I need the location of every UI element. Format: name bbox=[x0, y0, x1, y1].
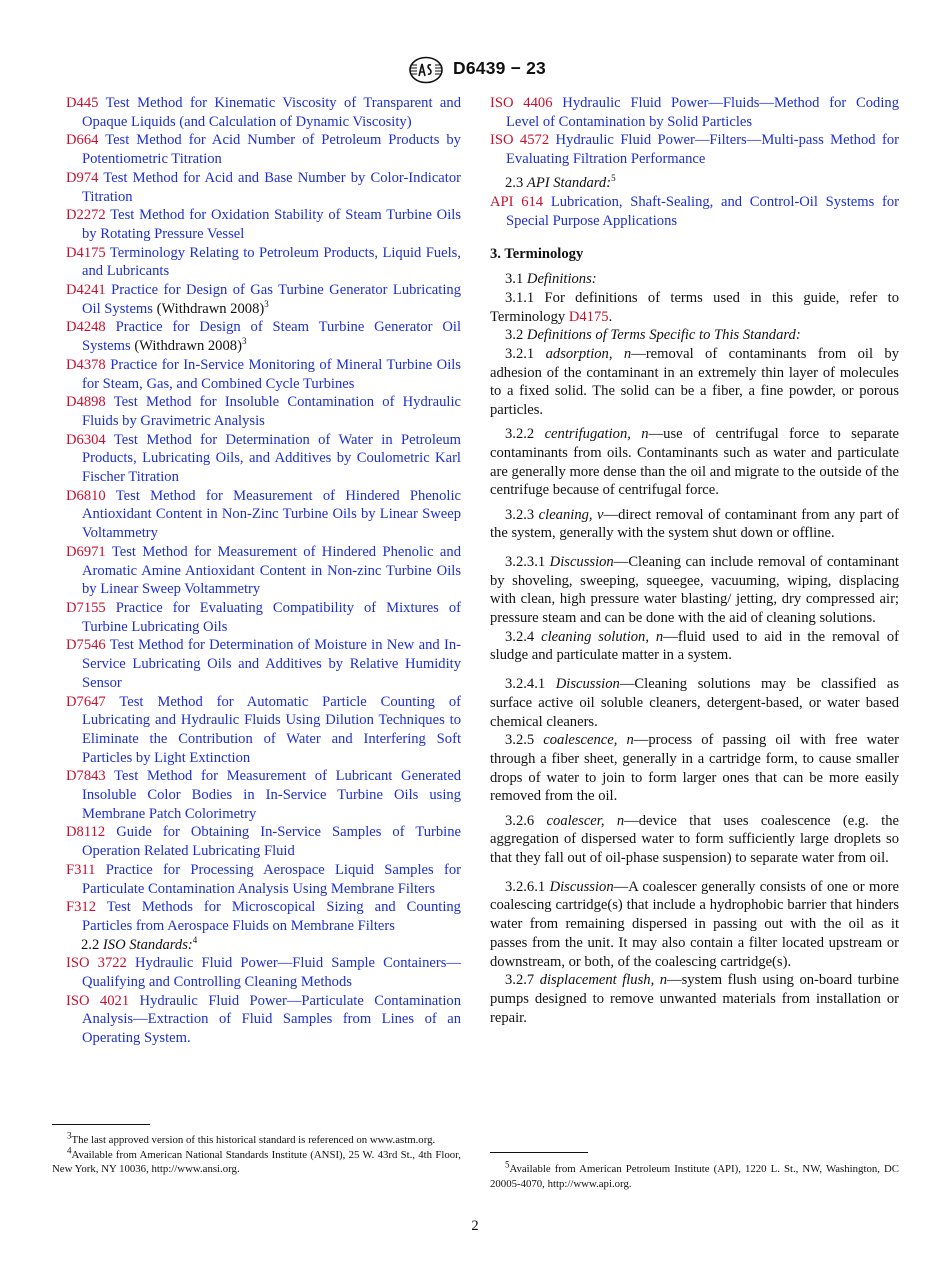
withdrawn-note: (Withdrawn 2008) bbox=[134, 338, 242, 355]
definition-term: centrifugation, n bbox=[544, 426, 649, 443]
reference-iso-3722 bbox=[66, 954, 461, 991]
reference-code-link[interactable]: D7155 bbox=[66, 599, 106, 616]
reference-d6971 bbox=[66, 543, 461, 599]
reference-title-link[interactable]: Test Method for Measurement of Hindered Phenolic and Aromatic Amine Antioxidant Content in Non-zinc Turbine Oils by Linear Sweep Voltammetry bbox=[82, 543, 461, 598]
spacer bbox=[490, 868, 899, 878]
reference-title-link[interactable]: Test Method for Measurement of Lubricant Generated Insoluble Color Bodies in In-Service Turbine Oils using Membrane Patch Colorimetry bbox=[82, 768, 461, 822]
reference-code-link[interactable]: D4898 bbox=[66, 394, 106, 411]
paragraph-text: 3.1.1 For definitions of terms used in this guide, refer to Terminology bbox=[490, 289, 899, 325]
reference-d4898 bbox=[66, 393, 461, 430]
reference-code-link[interactable]: D7546 bbox=[66, 637, 106, 654]
paragraph-3-1-1 bbox=[490, 289, 899, 326]
spacer bbox=[490, 543, 899, 553]
section-heading-specific-definitions bbox=[490, 326, 899, 345]
reference-title-link[interactable]: Test Method for Kinematic Viscosity of Transparent and Opaque Liquids (and Calculation of Dynamic Viscosity) bbox=[82, 95, 462, 130]
definition-text: —direct removal of contaminant from any part of the system, generally with the system shut down or offline. bbox=[490, 506, 899, 542]
footnote-number: 5 bbox=[505, 1159, 510, 1170]
section-label: Definitions: bbox=[526, 271, 597, 288]
spacer bbox=[490, 665, 899, 675]
reference-title-link[interactable]: Hydraulic Fluid Power—Fluids—Method for Coding Level of Contamination by Solid Particles bbox=[506, 95, 899, 130]
reference-iso-4021 bbox=[66, 992, 461, 1048]
d4175-link[interactable]: D4175 bbox=[568, 308, 609, 325]
reference-code-link[interactable]: D6304 bbox=[66, 431, 106, 448]
section-heading-iso-standards bbox=[66, 936, 461, 955]
footnote-number: 3 bbox=[67, 1130, 72, 1141]
reference-d974 bbox=[66, 169, 461, 206]
footnotes-left bbox=[52, 1130, 461, 1177]
reference-code-link[interactable]: D4175 bbox=[66, 244, 106, 261]
definition-term: adsorption, n bbox=[545, 345, 632, 362]
definition-3-2-3-1 bbox=[490, 553, 899, 628]
footnote-text: Available from American National Standards Institute (ANSI), 25 W. 43rd St., 4th Floor, New York, NY 10036, http://www.ansi.org. bbox=[52, 1148, 461, 1175]
reference-code-link[interactable]: F311 bbox=[66, 861, 96, 878]
definition-3-2-6 bbox=[490, 812, 899, 868]
section-number: 2.3 bbox=[505, 175, 524, 192]
reference-code-link[interactable]: ISO 3722 bbox=[66, 955, 127, 972]
reference-code-link[interactable]: D4241 bbox=[66, 282, 106, 299]
reference-title-link[interactable]: Hydraulic Fluid Power—Particulate Contamination Analysis—Extraction of Fluid Samples from Lines of an Operating System. bbox=[82, 992, 461, 1047]
paragraph-end: . bbox=[608, 308, 613, 325]
reference-title-link[interactable]: Test Methods for Microscopical Sizing and Counting Particles from Aerospace Fluids on Membrane Filters bbox=[82, 899, 461, 934]
definition-3-2-7 bbox=[490, 971, 899, 1027]
definition-text: —Cleaning solutions may be classified as surface active oil soluble cleaners, detergent-based, or water based chemical cleaners. bbox=[490, 676, 899, 730]
definition-number: 3.2.6 bbox=[505, 812, 535, 829]
reference-title-link[interactable]: Test Method for Automatic Particle Counting of Lubricating and Hydraulic Fluids Using Dilution Techniques to Eliminate the Contribution of Water and Interfering Soft Particles by Light Extinction bbox=[82, 693, 461, 766]
reference-f312 bbox=[66, 898, 461, 935]
left-column bbox=[66, 94, 461, 1048]
section-number: 3.1 bbox=[505, 271, 524, 288]
definition-term: cleaning solution, n bbox=[541, 628, 664, 645]
reference-title-link[interactable]: Test Method for Acid Number of Petroleum Products by Potentiometric Titration bbox=[82, 132, 461, 168]
reference-d445 bbox=[66, 94, 461, 131]
definition-term: Discussion bbox=[549, 878, 614, 895]
reference-d7546 bbox=[66, 636, 461, 692]
footnotes-right bbox=[490, 1159, 899, 1191]
reference-code-link[interactable]: API 614 bbox=[490, 194, 544, 211]
footnote-text: Available from American Petroleum Institute (API), 1220 L. St., NW, Washington, DC 20005-4070, http://www.api.org. bbox=[490, 1163, 899, 1190]
definition-term: Discussion bbox=[555, 676, 620, 693]
reference-code-link[interactable]: ISO 4572 bbox=[490, 132, 550, 149]
reference-code-link[interactable]: D8112 bbox=[66, 824, 106, 841]
reference-code-link[interactable]: D6971 bbox=[66, 543, 106, 560]
reference-d6304 bbox=[66, 431, 461, 487]
page-header bbox=[0, 56, 950, 86]
definition-3-2-4 bbox=[490, 628, 899, 665]
reference-title-link[interactable]: Terminology Relating to Petroleum Products, Liquid Fuels, and Lubricants bbox=[82, 244, 462, 280]
reference-code-link[interactable]: D6810 bbox=[66, 487, 106, 504]
reference-title-link[interactable]: Test Method for Determination of Water in Petroleum Products, Lubricating Oils, and Additives by Coulometric Karl Fischer Titration bbox=[82, 431, 462, 486]
reference-code-link[interactable]: D7647 bbox=[66, 693, 106, 710]
section-label: ISO Standards: bbox=[102, 936, 193, 953]
footnote-marker[interactable]: 3 bbox=[264, 298, 269, 309]
footnote-rule-left bbox=[52, 1124, 150, 1125]
definition-3-2-2 bbox=[490, 425, 899, 500]
definition-text: —device that uses coalescence (e.g. the aggregation of dispersed water to form sufficiently large droplets so that they fall out of oil-phase suspension) to separate water from oil. bbox=[490, 812, 899, 867]
definition-term: displacement flush, n bbox=[539, 972, 668, 989]
reference-title-link[interactable]: Test Method for Measurement of Hindered Phenolic Antioxidant Content in Non-Zinc Turbine Oils by Linear Sweep Voltammetry bbox=[82, 487, 461, 542]
definition-term: coalescence, n bbox=[543, 732, 634, 749]
reference-d7843 bbox=[66, 767, 461, 823]
reference-code-link[interactable]: ISO 4406 bbox=[490, 95, 553, 111]
definition-number: 3.2.4.1 bbox=[505, 676, 546, 693]
definition-number: 3.2.5 bbox=[505, 732, 535, 749]
definition-term: cleaning, v bbox=[538, 506, 604, 523]
reference-title-link[interactable]: Practice for Processing Aerospace Liquid Samples for Particulate Contamination Analysis Using Membrane Filters bbox=[82, 861, 461, 897]
definition-text: —removal of contaminants from oil by adhesion of the contaminant in an extremely thin layer of molecules to a fixed solid. The solid can be a fiber, a fine powder, or porous particles. bbox=[490, 345, 900, 419]
terminology-heading: 3. Terminology bbox=[490, 246, 584, 263]
footnote-number: 4 bbox=[67, 1144, 72, 1155]
definition-3-2-6-1 bbox=[490, 878, 899, 972]
section-heading-definitions bbox=[490, 270, 899, 289]
reference-iso-4406 bbox=[490, 94, 899, 131]
section-number: 2.2 bbox=[81, 936, 100, 953]
definition-number: 3.2.6.1 bbox=[505, 878, 546, 895]
section-number: 3.2 bbox=[505, 327, 524, 344]
reference-title-link[interactable]: Hydraulic Fluid Power—Filters—Multi-pass Method for Evaluating Filtration Performance bbox=[506, 132, 899, 168]
reference-api-614 bbox=[490, 193, 899, 230]
spacer bbox=[490, 230, 899, 245]
reference-title-link[interactable]: Test Method for Determination of Moisture in New and In-Service Lubricating Oils and Additives by Relative Humidity Sensor bbox=[82, 637, 461, 691]
reference-d4175 bbox=[66, 244, 461, 281]
reference-d7647 bbox=[66, 693, 461, 768]
definition-text: —use of centrifugal force to separate contaminants from oils. Contaminants such as water and particulate are generally more dense than the oil and migrate to the outside of the centrifuge because of centrifugal force. bbox=[490, 426, 899, 499]
definition-text: —system flush using on-board turbine pumps designed to remove unwanted materials from installation or repair. bbox=[490, 972, 899, 1026]
footnote-5 bbox=[490, 1159, 899, 1191]
definition-number: 3.2.3 bbox=[505, 506, 535, 523]
definition-text: —Cleaning can include removal of contaminant by shoveling, sweeping, squeegee, vacuuming, wiping, displacing with clean, high pressure water blasting/ jetting, dry compressed air; pressure steam and can be done with the aid of cleaning solutions. bbox=[490, 553, 899, 627]
definition-text: —A coalescer generally consists of one or more coalescing cartridge(s) that include a hydrophobic barrier that hinders water from remaining dispersed in passing out with the oil as it passes from the unit. It may also contain a filter located upstream or downstream, or both, of the coalescing cartridge(s). bbox=[490, 878, 899, 970]
reference-d4378 bbox=[66, 356, 461, 393]
definition-number: 3.2.1 bbox=[505, 345, 535, 362]
footnote-marker[interactable]: 3 bbox=[241, 336, 247, 347]
reference-title-link[interactable]: Lubrication, Shaft-Sealing, and Control-Oil Systems for Special Purpose Applications bbox=[506, 194, 899, 229]
definition-text: —process of passing oil with free water through a fiber sheet, generally in a cartridge form, to cause smaller drops of water to join to form larger ones that can be more easily removed from the oil. bbox=[490, 732, 899, 805]
footnote-marker[interactable]: 5 bbox=[611, 173, 616, 184]
reference-code-link[interactable]: D2272 bbox=[66, 207, 106, 224]
footnote-text: The last approved version of this historical standard is referenced on www.astm.org. bbox=[71, 1134, 436, 1146]
reference-code-link[interactable]: D445 bbox=[66, 95, 99, 111]
reference-title-link[interactable]: Guide for Obtaining In-Service Samples of Turbine Operation Related Lubricating Fluid bbox=[82, 824, 461, 860]
section-heading-api-standard bbox=[490, 174, 899, 193]
footnote-rule-right bbox=[490, 1152, 588, 1153]
reference-title-link[interactable]: Practice for Evaluating Compatibility of Mixtures of Turbine Lubricating Oils bbox=[82, 599, 461, 635]
definition-3-2-1 bbox=[490, 345, 899, 420]
reference-iso-4572 bbox=[490, 131, 899, 168]
page-number: 2 bbox=[471, 1218, 479, 1234]
reference-code-link[interactable]: D664 bbox=[66, 132, 99, 149]
definition-number: 3.2.7 bbox=[505, 972, 535, 989]
reference-d2272 bbox=[66, 206, 461, 243]
reference-code-link[interactable]: D4248 bbox=[66, 319, 106, 336]
reference-code-link[interactable]: ISO 4021 bbox=[66, 992, 130, 1009]
definition-number: 3.2.3.1 bbox=[505, 553, 546, 570]
withdrawn-note: (Withdrawn 2008) bbox=[156, 300, 265, 317]
reference-code-link[interactable]: D7843 bbox=[66, 768, 106, 785]
reference-d6810 bbox=[66, 487, 461, 543]
definition-3-2-3 bbox=[490, 506, 899, 543]
astm-logo-icon bbox=[408, 56, 444, 84]
reference-d4248 bbox=[66, 318, 461, 355]
reference-title-link[interactable]: Test Method for Oxidation Stability of Steam Turbine Oils by Rotating Pressure Vessel bbox=[82, 207, 462, 242]
reference-code-link[interactable]: D974 bbox=[66, 169, 99, 186]
reference-title-link[interactable]: Test Method for Acid and Base Number by Color-Indicator Titration bbox=[82, 169, 461, 205]
reference-title-link[interactable]: Test Method for Insoluble Contamination of Hydraulic Fluids by Gravimetric Analysis bbox=[82, 394, 462, 429]
reference-title-link[interactable]: Hydraulic Fluid Power—Fluid Sample Containers—Qualifying and Controlling Cleaning Methods bbox=[82, 955, 461, 991]
section-label: API Standard: bbox=[526, 175, 612, 192]
reference-d4241 bbox=[66, 281, 461, 318]
reference-code-link[interactable]: F312 bbox=[66, 899, 97, 916]
definition-text: —fluid used to aid in the removal of sludge and particulate matter in a system. bbox=[490, 628, 899, 664]
reference-f311 bbox=[66, 861, 461, 898]
reference-title-link[interactable]: Practice for Design of Gas Turbine Generator Lubricating Oil Systems bbox=[82, 282, 461, 317]
reference-code-link[interactable]: D4378 bbox=[66, 356, 106, 373]
footnote-4 bbox=[52, 1144, 461, 1177]
footnote-marker[interactable]: 4 bbox=[192, 934, 198, 945]
right-column bbox=[490, 94, 899, 1027]
reference-d7155 bbox=[66, 599, 461, 636]
definition-3-2-4-1 bbox=[490, 675, 899, 731]
definition-term: coalescer, n bbox=[546, 812, 625, 829]
definition-number: 3.2.4 bbox=[505, 628, 535, 645]
reference-title-link[interactable]: Practice for Design of Steam Turbine Generator Oil Systems bbox=[82, 319, 461, 355]
footnote-3 bbox=[52, 1130, 461, 1148]
definition-term: Discussion bbox=[549, 553, 614, 570]
section-label: Definitions of Terms Specific to This Standard: bbox=[526, 327, 801, 344]
reference-d664 bbox=[66, 131, 461, 168]
definition-number: 3.2.2 bbox=[505, 426, 535, 443]
document-designation: D6439 − 23 bbox=[453, 58, 546, 78]
reference-title-link[interactable]: Practice for In-Service Monitoring of Mineral Turbine Oils for Steam, Gas, and Combined Cycle Turbines bbox=[82, 356, 461, 392]
reference-d8112 bbox=[66, 823, 461, 860]
definition-3-2-5 bbox=[490, 731, 899, 806]
